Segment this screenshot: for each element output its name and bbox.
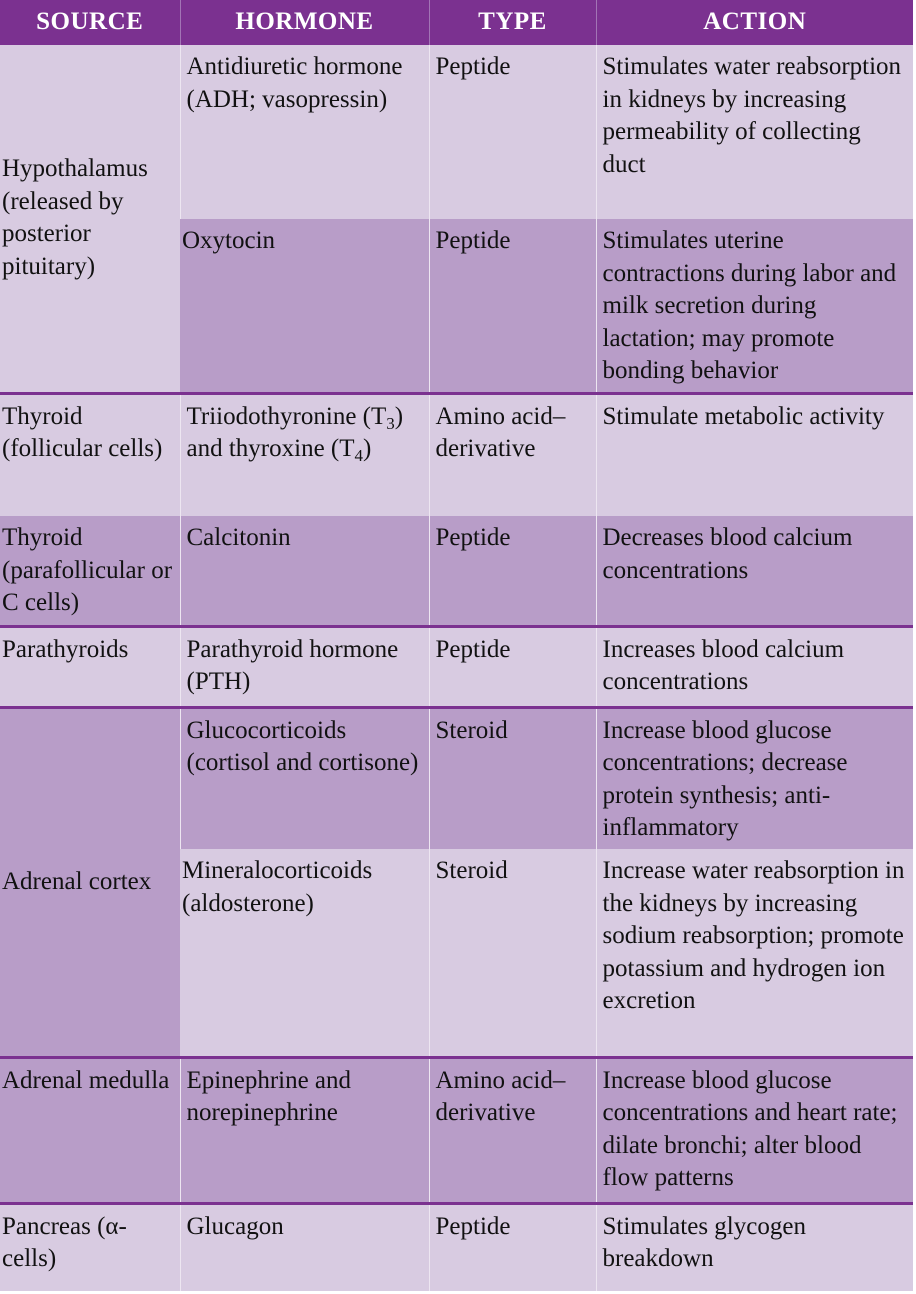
hormone-text: Triiodothyronine (T xyxy=(186,402,387,430)
type-cell: Peptide xyxy=(429,219,596,393)
hormone-cell: Antidiuretic hormone (ADH; vasopressin) xyxy=(180,45,429,219)
source-cell: Thyroid (follicular cells) xyxy=(0,393,180,516)
hormone-cell: Oxytocin xyxy=(180,219,429,393)
table-row xyxy=(0,1057,913,1203)
header-action: ACTION xyxy=(596,0,913,45)
action-cell: Increases blood calcium concentrations xyxy=(596,626,913,707)
hormone-cell xyxy=(180,393,429,516)
type-cell: Peptide xyxy=(429,45,596,219)
table-row xyxy=(0,393,913,516)
source-cell: Thyroid (parafollicular or C cells) xyxy=(0,516,180,626)
type-cell: Peptide xyxy=(429,516,596,626)
table-row xyxy=(0,1203,913,1291)
type-cell: Steroid xyxy=(429,707,596,849)
hormone-cell: Parathyroid hormone (PTH) xyxy=(180,626,429,707)
header-source: SOURCE xyxy=(0,0,180,45)
hormone-cell: Calcitonin xyxy=(180,516,429,626)
hormone-cell: Epinephrine and norepinephrine xyxy=(180,1057,429,1203)
hormone-subscript: 4 xyxy=(354,446,364,465)
action-cell: Increase blood glucose concentrations; decrease protein synthesis; anti-inflammatory xyxy=(596,707,913,849)
type-cell: Peptide xyxy=(429,1203,596,1291)
header-type: TYPE xyxy=(429,0,596,45)
table-row xyxy=(0,707,913,849)
header-row xyxy=(0,0,913,45)
type-cell: Peptide xyxy=(429,626,596,707)
source-cell: Adrenal cortex xyxy=(0,707,180,1057)
table-header xyxy=(0,0,913,45)
action-cell: Increase blood glucose concentrations and heart rate; dilate bronchi; alter blood flow patterns xyxy=(596,1057,913,1203)
hormone-subscript: 3 xyxy=(386,413,395,433)
type-cell: Steroid xyxy=(429,849,596,1057)
hormone-text: ) and thyroxine (T xyxy=(186,402,404,462)
action-cell: Stimulates water reabsorption in kidneys by increasing permeability of collecting duct xyxy=(596,45,913,219)
action-cell: Stimulate metabolic activity xyxy=(596,393,913,516)
hormone-cell: Mineralocorticoids (aldosterone) xyxy=(180,849,429,1057)
action-cell: Stimulates uterine contractions during labor and milk secretion during lactation; may promote bonding behavior xyxy=(596,219,913,393)
table-row xyxy=(0,45,913,219)
action-cell: Stimulates glycogen breakdown xyxy=(596,1203,913,1291)
source-cell: Pancreas (α-cells) xyxy=(0,1203,180,1291)
source-cell: Adrenal medulla xyxy=(0,1057,180,1203)
type-cell: Amino acid–derivative xyxy=(429,393,596,516)
action-cell: Decreases blood calcium concentrations xyxy=(596,516,913,626)
source-cell: Parathyroids xyxy=(0,626,180,707)
type-cell: Amino acid–derivative xyxy=(429,1057,596,1203)
hormone-cell: Glucocorticoids (cortisol and cortisone) xyxy=(180,707,429,849)
header-hormone: HORMONE xyxy=(180,0,429,45)
table-row xyxy=(0,516,913,626)
hormone-text: ) xyxy=(363,435,372,462)
action-cell: Increase water reabsorption in the kidneys by increasing sodium reabsorption; promote potassium and hydrogen ion excretion xyxy=(596,849,913,1057)
table-row xyxy=(0,626,913,707)
hormone-cell: Glucagon xyxy=(180,1203,429,1291)
source-cell: Hypothalamus (released by posterior pituitary) xyxy=(0,45,180,393)
